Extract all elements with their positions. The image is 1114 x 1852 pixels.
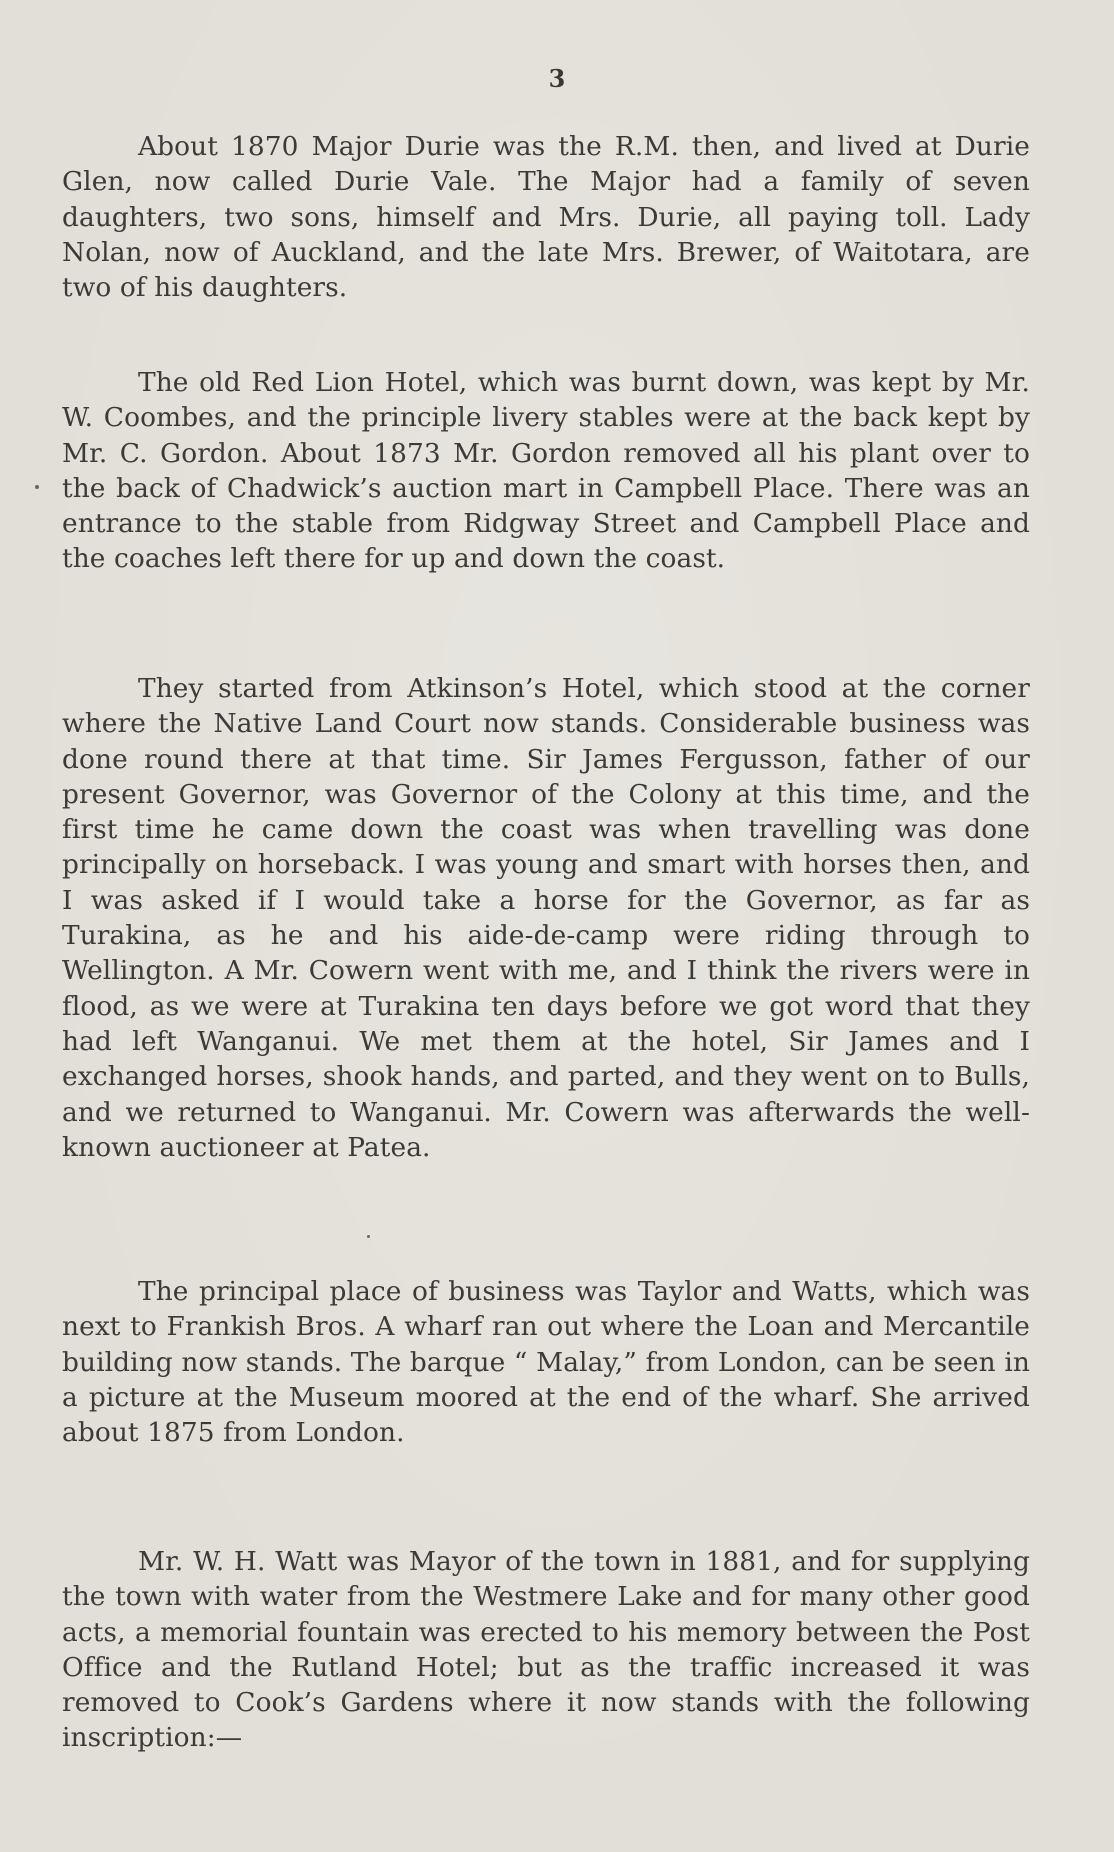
paragraph-red-lion-hotel: The old Red Lion Hotel, which was burnt down, was kept by Mr. W. Coombes, and the principle livery stables were at the back kept by Mr. C. Gordon. About 1873 Mr. Gordon removed all his plant over to the back of Chadwick’s auction mart in Campbell Place. There was an entrance to the stable from Ridgway Street and Campbell Place and the coaches left there for up and down the coast.	[62, 367, 1030, 575]
paragraph-mayor-watt: Mr. W. H. Watt was Mayor of the town in 1881, and for supplying the town with water from the Westmere Lake and for many other good acts, a memorial fountain was erected to his memory between the Post Office and the Rutland Hotel; but as the traffic increased it was removed to Cook’s Gardens where it now stands with the following inscription:—	[62, 1546, 1030, 1754]
paragraph-durie: About 1870 Major Durie was the R.M. then, and lived at Durie Glen, now called Durie Vale. The Major had a family of seven daughters, two sons, himself and Mrs. Durie, all paying toll. Lady Nolan, now of Auckland, and the late Mrs. Brewer, of Waitotara, are two of his daughters.	[62, 131, 1030, 304]
print-speck	[367, 1235, 370, 1238]
page-number: 3	[548, 64, 566, 93]
paragraph-atkinsons-hotel: They started from Atkinson’s Hotel, which stood at the corner where the Native Land Court now stands. Considerable business was done round there at that time. Sir James Fergusson, father of our present Governor, was Governor of the Colony at this time, and the first time he came down the coast was when travelling was done principally on horseback. I was young and smart with horses then, and I was asked if I would take a horse for the Governor, as far as Turakina, as he and his aide-de-camp were riding through to Wellington. A Mr. Cowern went with me, and I think the rivers were in flood, as we were at Turakina ten days before we got word that they had left Wanganui. We met them at the hotel, Sir James and I exchanged horses, shook hands, and parted, and they went on to Bulls, and we returned to Wanganui. Mr. Cowern was afterwards the well-known auctioneer at Patea.	[62, 673, 1030, 1163]
paragraph-taylor-and-watts: The principal place of business was Taylor and Watts, which was next to Frankish Bros. A wharf ran out where the Loan and Mercantile building now stands. The barque “ Malay,” from London, can be seen in a picture at the Museum moored at the end of the wharf. She arrived about 1875 from London.	[62, 1276, 1030, 1449]
print-speck	[35, 485, 39, 489]
